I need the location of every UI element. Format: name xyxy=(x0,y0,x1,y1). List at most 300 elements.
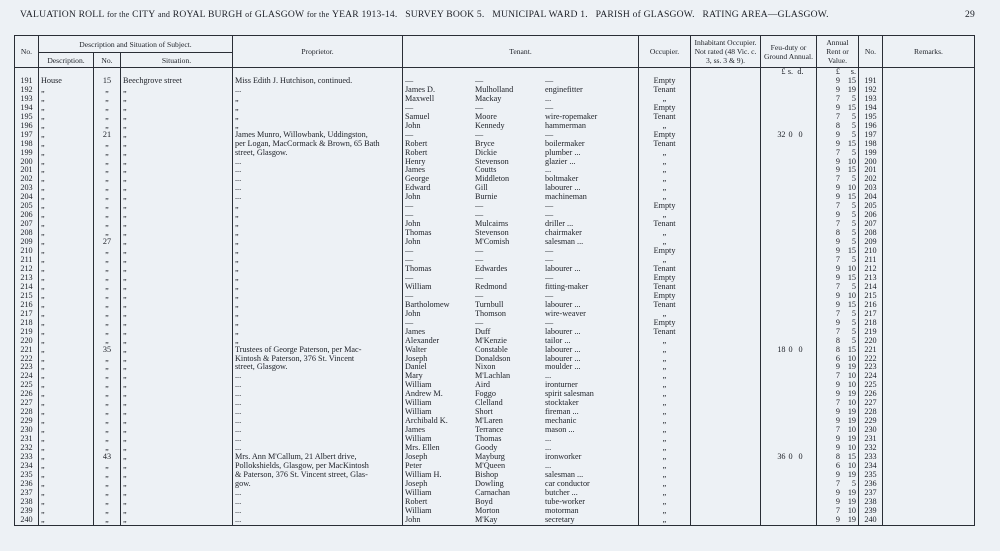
description-cell: „ xyxy=(39,122,94,131)
rent-cell xyxy=(817,417,859,426)
rent-cell xyxy=(817,292,859,301)
tenant-cell xyxy=(403,140,639,149)
tenant-surname: Turnbull xyxy=(475,300,504,309)
rent-pounds: 9 xyxy=(835,85,840,94)
description-cell: „ xyxy=(39,86,94,95)
rent-pounds: 9 xyxy=(835,417,840,426)
occupier-cell: Empty xyxy=(639,131,691,140)
inhabitant-cell xyxy=(691,149,761,158)
tenant-firstname: William xyxy=(405,488,432,497)
tenant-occupation: motorman xyxy=(545,506,579,515)
rent-pounds: 7 xyxy=(835,94,840,103)
street-number-cell: „ xyxy=(94,471,121,480)
row-number: 236 xyxy=(15,480,39,489)
inhabitant-cell xyxy=(691,166,761,175)
description-cell: „ xyxy=(39,417,94,426)
table-row xyxy=(15,390,975,399)
occupier-cell: „ xyxy=(639,399,691,408)
rent-shillings: 5 xyxy=(851,148,856,157)
description-cell: „ xyxy=(39,229,94,238)
rent-pounds: 9 xyxy=(835,363,840,372)
remarks-cell xyxy=(883,202,975,211)
proprietor-cell: „ xyxy=(233,328,403,337)
row-number-right: 226 xyxy=(859,390,883,399)
remarks-cell xyxy=(883,265,975,274)
rent-shillings: 5 xyxy=(851,479,856,488)
table-row xyxy=(15,193,975,202)
tenant-occupation: — xyxy=(545,76,554,85)
remarks-cell xyxy=(883,381,975,390)
row-number-right: 240 xyxy=(859,516,883,525)
row-number-right: 205 xyxy=(859,202,883,211)
tenant-cell xyxy=(403,265,639,274)
row-number: 219 xyxy=(15,328,39,337)
tenant-occupation: ... xyxy=(545,166,552,175)
rent-cell xyxy=(817,372,859,381)
rent-cell xyxy=(817,408,859,417)
rent-shillings: 10 xyxy=(847,264,856,273)
rent-pounds: 7 xyxy=(835,506,840,515)
header-ward: MUNICIPAL WARD 1. xyxy=(492,9,588,20)
remarks-cell xyxy=(883,247,975,256)
row-number: 202 xyxy=(15,175,39,184)
rent-shillings: 19 xyxy=(847,435,856,444)
inhabitant-cell xyxy=(691,158,761,167)
tenant-surname: M'Kenzie xyxy=(475,336,507,345)
tenant-firstname: Daniel xyxy=(405,363,427,372)
row-number-right: 203 xyxy=(859,184,883,193)
description-cell: „ xyxy=(39,131,94,140)
row-number: 229 xyxy=(15,417,39,426)
row-number-right: 229 xyxy=(859,417,883,426)
description-cell: „ xyxy=(39,301,94,310)
table-row xyxy=(15,417,975,426)
occupier-cell: „ xyxy=(639,426,691,435)
description-cell: „ xyxy=(39,175,94,184)
feu-cell xyxy=(761,149,817,158)
rent-pounds: 7 xyxy=(835,175,840,184)
remarks-cell xyxy=(883,77,975,86)
inhabitant-cell xyxy=(691,292,761,301)
row-number: 200 xyxy=(15,158,39,167)
inhabitant-cell xyxy=(691,453,761,462)
situation-cell: „ xyxy=(121,283,233,292)
row-number: 210 xyxy=(15,247,39,256)
tenant-occupation: labourer ... xyxy=(545,300,581,309)
inhabitant-cell xyxy=(691,489,761,498)
street-number-cell: „ xyxy=(94,435,121,444)
rent-cell xyxy=(817,140,859,149)
situation-cell: „ xyxy=(121,238,233,247)
tenant-surname: — xyxy=(475,256,484,265)
remarks-cell xyxy=(883,337,975,346)
tenant-surname: Bishop xyxy=(475,470,499,479)
tenant-surname: Donaldson xyxy=(475,354,511,363)
description-cell: „ xyxy=(39,166,94,175)
tenant-surname: — xyxy=(475,318,484,327)
row-number: 223 xyxy=(15,363,39,372)
feu-cell xyxy=(761,363,817,372)
proprietor-cell: ... xyxy=(233,435,403,444)
inhabitant-cell xyxy=(691,77,761,86)
col-no-right: No. xyxy=(859,36,883,68)
inhabitant-cell xyxy=(691,516,761,525)
tenant-cell xyxy=(403,337,639,346)
description-cell: „ xyxy=(39,516,94,525)
rent-pounds: 7 xyxy=(835,148,840,157)
inhabitant-cell xyxy=(691,265,761,274)
table-row xyxy=(15,131,975,140)
row-number-right: 217 xyxy=(859,310,883,319)
rent-pounds: 7 xyxy=(835,112,840,121)
street-number-cell: „ xyxy=(94,193,121,202)
tenant-surname: Boyd xyxy=(475,497,493,506)
table-row xyxy=(15,238,975,247)
street-number-cell: 27 xyxy=(94,238,121,247)
proprietor-cell: ... xyxy=(233,489,403,498)
rent-shillings: 19 xyxy=(847,497,856,506)
rent-cell xyxy=(817,202,859,211)
street-number-cell: „ xyxy=(94,247,121,256)
tenant-surname: — xyxy=(475,211,484,220)
situation-cell: „ xyxy=(121,516,233,525)
feu-cell xyxy=(761,489,817,498)
row-number: 228 xyxy=(15,408,39,417)
inhabitant-cell xyxy=(691,363,761,372)
rent-pounds: 9 xyxy=(835,211,840,220)
remarks-cell xyxy=(883,444,975,453)
inhabitant-cell xyxy=(691,184,761,193)
street-number-cell: 21 xyxy=(94,131,121,140)
description-cell: „ xyxy=(39,372,94,381)
header-survey: SURVEY BOOK 5. xyxy=(405,9,485,20)
occupier-cell: „ xyxy=(639,408,691,417)
table-row xyxy=(15,328,975,337)
rent-shillings: 5 xyxy=(851,282,856,291)
tenant-occupation: driller ... xyxy=(545,220,574,229)
street-number-cell: „ xyxy=(94,355,121,364)
inhabitant-cell xyxy=(691,140,761,149)
row-number-right: 192 xyxy=(859,86,883,95)
inhabitant-cell xyxy=(691,220,761,229)
tenant-firstname: William xyxy=(405,408,432,417)
remarks-cell xyxy=(883,220,975,229)
rent-shillings: 5 xyxy=(851,238,856,247)
row-number: 195 xyxy=(15,113,39,122)
remarks-cell xyxy=(883,292,975,301)
page-header xyxy=(20,9,975,20)
street-number-cell: „ xyxy=(94,104,121,113)
rent-shillings: 10 xyxy=(847,399,856,408)
table-row xyxy=(15,184,975,193)
feu-cell xyxy=(761,408,817,417)
table-row xyxy=(15,274,975,283)
rent-cell xyxy=(817,310,859,319)
tenant-firstname: — xyxy=(405,211,414,220)
tenant-firstname: John xyxy=(405,309,421,318)
street-number-cell: „ xyxy=(94,516,121,525)
occupier-cell: Tenant xyxy=(639,113,691,122)
header-word: for the xyxy=(107,10,130,19)
tenant-firstname: Edward xyxy=(405,184,431,193)
table-row xyxy=(15,77,975,86)
rent-pounds: 7 xyxy=(835,426,840,435)
col-inhabitant: Inhabitant Occupier. Not rated (48 Vic. c. 3, ss. 3 & 9). xyxy=(691,36,761,68)
rent-shillings: 15 xyxy=(847,166,856,175)
situation-cell: „ xyxy=(121,256,233,265)
row-number-right: 230 xyxy=(859,426,883,435)
row-number-right: 232 xyxy=(859,444,883,453)
proprietor-cell: „ xyxy=(233,301,403,310)
rent-shillings: 5 xyxy=(851,112,856,121)
inhabitant-cell xyxy=(691,426,761,435)
rent-cell xyxy=(817,158,859,167)
rent-shillings: 15 xyxy=(847,300,856,309)
remarks-cell xyxy=(883,184,975,193)
occupier-cell: „ xyxy=(639,175,691,184)
row-number: 217 xyxy=(15,310,39,319)
feu-cell xyxy=(761,507,817,516)
valuation-table xyxy=(14,35,975,526)
proprietor-cell: ... xyxy=(233,372,403,381)
rent-pounds: 9 xyxy=(835,247,840,256)
remarks-cell xyxy=(883,462,975,471)
street-number-cell: „ xyxy=(94,158,121,167)
street-number-cell: „ xyxy=(94,319,121,328)
description-cell: „ xyxy=(39,462,94,471)
remarks-cell xyxy=(883,122,975,131)
tenant-firstname: Robert xyxy=(405,497,428,506)
row-number-right: 233 xyxy=(859,453,883,462)
inhabitant-cell xyxy=(691,229,761,238)
rent-cell xyxy=(817,149,859,158)
proprietor-cell: Mrs. Ann M'Callum, 21 Albert drive, xyxy=(233,453,403,462)
inhabitant-cell xyxy=(691,274,761,283)
row-number-right: 231 xyxy=(859,435,883,444)
remarks-cell xyxy=(883,175,975,184)
tenant-surname: Nixon xyxy=(475,363,496,372)
remarks-cell xyxy=(883,319,975,328)
tenant-surname: Thomas xyxy=(475,435,502,444)
rent-shillings: 10 xyxy=(847,184,856,193)
tenant-surname: Burnie xyxy=(475,193,498,202)
description-cell: „ xyxy=(39,381,94,390)
description-cell: „ xyxy=(39,489,94,498)
proprietor-cell: „ xyxy=(233,319,403,328)
rent-cell xyxy=(817,399,859,408)
situation-cell: „ xyxy=(121,471,233,480)
description-cell: „ xyxy=(39,408,94,417)
tenant-cell xyxy=(403,292,639,301)
rent-shillings: 5 xyxy=(851,175,856,184)
street-number-cell: „ xyxy=(94,202,121,211)
page-number: 29 xyxy=(965,9,975,20)
tenant-firstname: Alexander xyxy=(405,336,440,345)
row-number-right: 195 xyxy=(859,113,883,122)
street-number-cell: „ xyxy=(94,256,121,265)
rent-shillings: 19 xyxy=(847,470,856,479)
street-number-cell: 35 xyxy=(94,346,121,355)
rent-shillings: 19 xyxy=(847,363,856,372)
tenant-firstname: — xyxy=(405,202,414,211)
tenant-surname: — xyxy=(475,247,484,256)
occupier-cell: „ xyxy=(639,471,691,480)
row-number-right: 201 xyxy=(859,166,883,175)
occupier-cell: „ xyxy=(639,149,691,158)
rent-cell xyxy=(817,166,859,175)
row-number-right: 202 xyxy=(859,175,883,184)
tenant-firstname: William H. xyxy=(405,470,442,479)
rent-cell xyxy=(817,86,859,95)
occupier-cell: „ xyxy=(639,355,691,364)
feu-cell xyxy=(761,310,817,319)
tenant-cell xyxy=(403,95,639,104)
tenant-cell xyxy=(403,381,639,390)
occupier-cell: „ xyxy=(639,122,691,131)
occupier-cell: Empty xyxy=(639,77,691,86)
rent-pounds: 8 xyxy=(835,452,840,461)
feu-pounds: 36 xyxy=(777,452,786,461)
rent-shillings: 5 xyxy=(851,121,856,130)
rent-pounds: 7 xyxy=(835,220,840,229)
tenant-firstname: Walter xyxy=(405,345,427,354)
col-remarks: Remarks. xyxy=(883,36,975,68)
rent-pounds: 9 xyxy=(835,166,840,175)
situation-cell: „ xyxy=(121,426,233,435)
tenant-surname: Carnachan xyxy=(475,488,511,497)
occupier-cell: Empty xyxy=(639,202,691,211)
inhabitant-cell xyxy=(691,399,761,408)
tenant-firstname: James xyxy=(405,166,426,175)
tenant-firstname: Mary xyxy=(405,372,423,381)
row-number-right: 206 xyxy=(859,211,883,220)
situation-cell: „ xyxy=(121,444,233,453)
tenant-cell xyxy=(403,372,639,381)
street-number-cell: „ xyxy=(94,95,121,104)
tenant-surname: Mackay xyxy=(475,94,502,103)
remarks-cell xyxy=(883,480,975,489)
rent-shillings: 10 xyxy=(847,372,856,381)
feu-pence: 0 xyxy=(798,130,803,139)
row-number-right: 225 xyxy=(859,381,883,390)
proprietor-cell: Miss Edith J. Hutchison, continued. xyxy=(233,77,403,86)
occupier-cell: „ xyxy=(639,310,691,319)
table-row xyxy=(15,471,975,480)
occupier-cell: Empty xyxy=(639,247,691,256)
rent-pounds: 9 xyxy=(835,103,840,112)
header-glasgow: GLASGOW xyxy=(254,9,305,20)
tenant-cell xyxy=(403,77,639,86)
description-cell: „ xyxy=(39,247,94,256)
tenant-surname: Moore xyxy=(475,112,497,121)
rent-cell xyxy=(817,113,859,122)
street-number-cell: „ xyxy=(94,211,121,220)
tenant-surname: Gill xyxy=(475,184,488,193)
row-number: 192 xyxy=(15,86,39,95)
table-row xyxy=(15,381,975,390)
tenant-cell xyxy=(403,328,639,337)
situation-cell: „ xyxy=(121,166,233,175)
remarks-cell xyxy=(883,426,975,435)
rent-shillings: 10 xyxy=(847,461,856,470)
remarks-cell xyxy=(883,372,975,381)
proprietor-cell: ... xyxy=(233,158,403,167)
table-row xyxy=(15,489,975,498)
rent-shillings: 10 xyxy=(847,381,856,390)
tenant-firstname: James xyxy=(405,426,426,435)
tenant-surname: — xyxy=(475,130,484,139)
description-cell: „ xyxy=(39,471,94,480)
header-word: of xyxy=(245,10,253,19)
description-cell: „ xyxy=(39,453,94,462)
proprietor-cell: ... xyxy=(233,193,403,202)
remarks-cell xyxy=(883,516,975,525)
row-number-right: 236 xyxy=(859,480,883,489)
proprietor-cell: street, Glasgow. xyxy=(233,363,403,372)
row-number-right: 191 xyxy=(859,77,883,86)
table-row xyxy=(15,175,975,184)
rent-shillings: 5 xyxy=(851,327,856,336)
inhabitant-cell xyxy=(691,256,761,265)
proprietor-cell: ... xyxy=(233,175,403,184)
tenant-occupation: enginefitter xyxy=(545,85,583,94)
situation-cell: „ xyxy=(121,507,233,516)
occupier-cell: „ xyxy=(639,238,691,247)
rent-pounds: 8 xyxy=(835,336,840,345)
rent-cell xyxy=(817,229,859,238)
street-number-cell: „ xyxy=(94,408,121,417)
feu-cell xyxy=(761,390,817,399)
description-cell: „ xyxy=(39,390,94,399)
feu-cell xyxy=(761,211,817,220)
description-cell: „ xyxy=(39,399,94,408)
tenant-occupation: fitting-maker xyxy=(545,282,589,291)
rent-cell xyxy=(817,355,859,364)
situation-cell: „ xyxy=(121,489,233,498)
street-number-cell: „ xyxy=(94,328,121,337)
feu-cell xyxy=(761,444,817,453)
rent-pounds: 9 xyxy=(835,76,840,85)
tenant-firstname: James xyxy=(405,327,426,336)
rent-cell xyxy=(817,363,859,372)
feu-cell xyxy=(761,86,817,95)
feu-shillings: 0 xyxy=(788,452,793,461)
proprietor-cell: & Paterson, 376 St. Vincent street, Glas- xyxy=(233,471,403,480)
tenant-occupation: — xyxy=(545,291,554,300)
description-cell: „ xyxy=(39,292,94,301)
inhabitant-cell xyxy=(691,131,761,140)
remarks-cell xyxy=(883,355,975,364)
tenant-firstname: William xyxy=(405,435,432,444)
occupier-cell: Tenant xyxy=(639,140,691,149)
rent-pounds: 7 xyxy=(835,372,840,381)
situation-cell: „ xyxy=(121,462,233,471)
description-cell: „ xyxy=(39,319,94,328)
feu-cell xyxy=(761,381,817,390)
row-number: 237 xyxy=(15,489,39,498)
row-number-right: 218 xyxy=(859,319,883,328)
occupier-cell: Empty xyxy=(639,104,691,113)
rent-cell xyxy=(817,283,859,292)
tenant-cell xyxy=(403,166,639,175)
remarks-cell xyxy=(883,158,975,167)
feu-cell xyxy=(761,113,817,122)
feu-cell xyxy=(761,292,817,301)
rent-pounds: 7 xyxy=(835,479,840,488)
pound-sign: £ xyxy=(781,67,786,76)
inhabitant-cell xyxy=(691,247,761,256)
col-feu: Feu-duty or Ground Annual. xyxy=(761,36,817,68)
